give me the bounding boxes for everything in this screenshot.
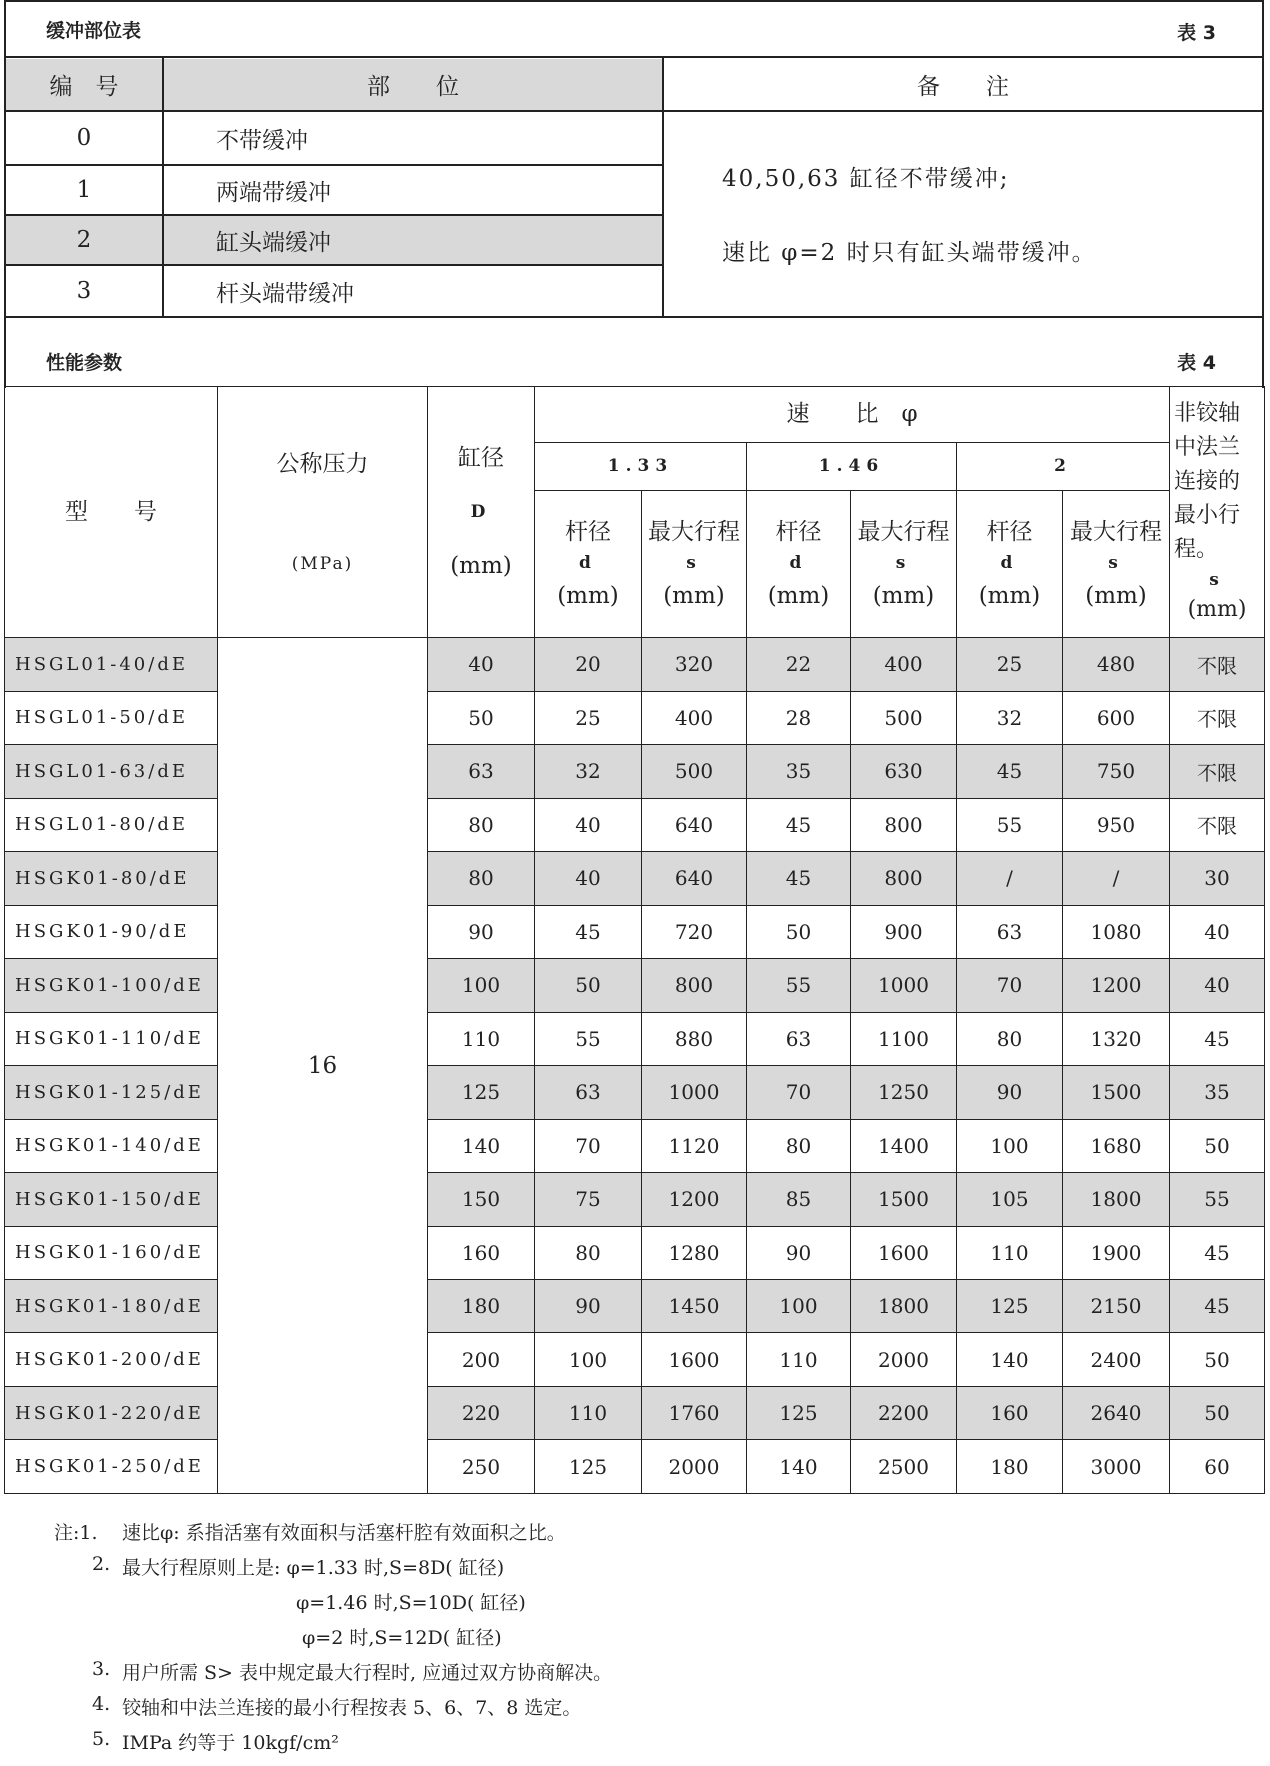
- code-cell: 0: [76, 125, 92, 151]
- value-cell: 1000: [642, 1066, 747, 1119]
- value-cell: 320: [642, 638, 747, 691]
- value-cell: 1320: [1063, 1012, 1170, 1065]
- value-cell: 400: [851, 638, 957, 691]
- table-row: [5, 1119, 1265, 1172]
- value-cell: 63: [535, 1066, 642, 1119]
- value-cell: 1800: [1063, 1173, 1170, 1226]
- note-3: 用户所需 S> 表中规定最大行程时, 应通过双方协商解决。: [122, 1662, 613, 1684]
- value-cell: 2640: [1063, 1386, 1170, 1439]
- value-cell: 50: [1170, 1119, 1265, 1172]
- value-cell: 1400: [851, 1119, 957, 1172]
- value-cell: 100: [428, 959, 535, 1012]
- value-cell: 35: [747, 745, 851, 798]
- value-cell: 125: [957, 1280, 1063, 1333]
- value-cell: 1000: [851, 959, 957, 1012]
- model-cell: HSGK01-220/dE: [5, 1386, 218, 1439]
- value-cell: 45: [747, 798, 851, 851]
- value-cell: 50: [1170, 1386, 1265, 1439]
- value-cell: 180: [957, 1440, 1063, 1494]
- table-row: [5, 1333, 1265, 1386]
- header-remark: 备 注: [917, 73, 1009, 100]
- value-cell: 125: [747, 1386, 851, 1439]
- model-cell: HSGK01-100/dE: [5, 959, 218, 1012]
- value-cell: 1760: [642, 1386, 747, 1439]
- value-cell: 70: [535, 1119, 642, 1172]
- model-cell: HSGK01-140/dE: [5, 1119, 218, 1172]
- pressure-label: 公称压力: [276, 451, 369, 478]
- header-code: 编 号: [49, 73, 119, 100]
- value-cell: 80: [428, 798, 535, 851]
- model-cell: HSGK01-180/dE: [5, 1280, 218, 1333]
- note-2b: φ=1.46 时,S=10D( 缸径): [296, 1592, 526, 1614]
- value-cell: 2500: [851, 1440, 957, 1494]
- model-cell: HSGL01-80/dE: [5, 798, 218, 851]
- value-cell: 640: [642, 852, 747, 905]
- value-cell: 640: [642, 798, 747, 851]
- header-position: 部 位: [367, 73, 459, 100]
- value-cell: 480: [1063, 638, 1170, 691]
- value-cell: 125: [535, 1440, 642, 1494]
- value-cell: 250: [428, 1440, 535, 1494]
- value-cell: 1500: [1063, 1066, 1170, 1119]
- value-cell: 45: [957, 745, 1063, 798]
- position-cell: 缸头端缓冲: [216, 229, 331, 256]
- value-cell: 1900: [1063, 1226, 1170, 1279]
- note-2-number: 2.: [92, 1553, 111, 1575]
- value-cell: 500: [851, 691, 957, 744]
- value-cell: 不限: [1170, 638, 1265, 691]
- value-cell: 25: [535, 691, 642, 744]
- pressure-cell: 16: [218, 638, 428, 1494]
- value-cell: 55: [535, 1012, 642, 1065]
- value-cell: 180: [428, 1280, 535, 1333]
- divider: [6, 110, 1262, 112]
- value-cell: 32: [535, 745, 642, 798]
- value-cell: 900: [851, 905, 957, 958]
- value-cell: 800: [851, 852, 957, 905]
- value-cell: 1600: [851, 1226, 957, 1279]
- value-cell: 40: [535, 798, 642, 851]
- value-cell: 45: [747, 852, 851, 905]
- value-cell: 1200: [1063, 959, 1170, 1012]
- ratio-1-33: 1.33: [535, 442, 747, 490]
- header-rod-1: 杆径 d (mm): [535, 490, 642, 637]
- value-cell: 2000: [851, 1333, 957, 1386]
- position-cell: 不带缓冲: [216, 127, 308, 154]
- bore-symbol: D: [470, 501, 492, 522]
- note-4-number: 4.: [92, 1693, 111, 1715]
- table4-title: 性能参数: [46, 352, 123, 374]
- header-rod-2: 杆径 d (mm): [747, 490, 851, 637]
- performance-table-body: [5, 638, 1265, 1494]
- value-cell: 63: [747, 1012, 851, 1065]
- value-cell: 800: [851, 798, 957, 851]
- note-2a: 最大行程原则上是: φ=1.33 时,S=8D( 缸径): [122, 1557, 505, 1579]
- note-1: 速比φ: 系指活塞有效面积与活塞杆腔有效面积之比。: [122, 1522, 566, 1544]
- value-cell: 500: [642, 745, 747, 798]
- value-cell: 1100: [851, 1012, 957, 1065]
- value-cell: 1250: [851, 1066, 957, 1119]
- value-cell: 80: [747, 1119, 851, 1172]
- value-cell: 150: [428, 1173, 535, 1226]
- value-cell: 630: [851, 745, 957, 798]
- value-cell: 220: [428, 1386, 535, 1439]
- note-label: 注:1.: [54, 1522, 98, 1544]
- position-cell: 杆头端带缓冲: [216, 280, 354, 307]
- pressure-unit: (MPa): [291, 553, 354, 574]
- min-stroke-symbol: s: [1209, 570, 1225, 591]
- value-cell: 63: [428, 745, 535, 798]
- value-cell: 50: [535, 959, 642, 1012]
- performance-table: [4, 386, 1265, 1494]
- ratio-2: 2: [957, 442, 1170, 490]
- header-stroke-1: 最大行程 s (mm): [642, 490, 747, 637]
- value-cell: 1500: [851, 1173, 957, 1226]
- value-cell: 不限: [1170, 798, 1265, 851]
- value-cell: 950: [1063, 798, 1170, 851]
- value-cell: 55: [747, 959, 851, 1012]
- table-row: [5, 691, 1265, 744]
- value-cell: 110: [535, 1386, 642, 1439]
- value-cell: 140: [428, 1119, 535, 1172]
- code-cell: 2: [76, 227, 92, 253]
- value-cell: 55: [957, 798, 1063, 851]
- table-row: [5, 798, 1265, 851]
- value-cell: 1450: [642, 1280, 747, 1333]
- value-cell: 110: [747, 1333, 851, 1386]
- table3-title: 缓冲部位表: [46, 20, 142, 42]
- value-cell: 2200: [851, 1386, 957, 1439]
- value-cell: 85: [747, 1173, 851, 1226]
- value-cell: 45: [535, 905, 642, 958]
- model-cell: HSGK01-160/dE: [5, 1226, 218, 1279]
- table-row: [5, 959, 1265, 1012]
- value-cell: 1600: [642, 1333, 747, 1386]
- value-cell: 2400: [1063, 1333, 1170, 1386]
- value-cell: 70: [747, 1066, 851, 1119]
- value-cell: 100: [535, 1333, 642, 1386]
- table-row: [5, 1280, 1265, 1333]
- value-cell: 105: [957, 1173, 1063, 1226]
- value-cell: 160: [957, 1386, 1063, 1439]
- bore-unit: (mm): [450, 552, 512, 579]
- value-cell: 2150: [1063, 1280, 1170, 1333]
- note-5: IMPa 约等于 10kgf/cm²: [122, 1732, 339, 1754]
- value-cell: 28: [747, 691, 851, 744]
- table-row: [5, 1386, 1265, 1439]
- value-cell: 1800: [851, 1280, 957, 1333]
- value-cell: 3000: [1063, 1440, 1170, 1494]
- header-rod-3: 杆径 d (mm): [957, 490, 1063, 637]
- table-row: [5, 745, 1265, 798]
- remark-line-2: 速比 φ=2 时只有缸头端带缓冲。: [722, 239, 1097, 266]
- value-cell: 90: [535, 1280, 642, 1333]
- value-cell: 90: [747, 1226, 851, 1279]
- model-cell: HSGL01-63/dE: [5, 745, 218, 798]
- header-min-stroke: [1170, 387, 1265, 638]
- value-cell: 40: [535, 852, 642, 905]
- value-cell: 600: [1063, 691, 1170, 744]
- value-cell: 140: [747, 1440, 851, 1494]
- header-pressure: [218, 387, 428, 638]
- value-cell: /: [957, 852, 1063, 905]
- note-2c: φ=2 时,S=12D( 缸径): [302, 1627, 502, 1649]
- value-cell: 80: [535, 1226, 642, 1279]
- model-cell: HSGK01-200/dE: [5, 1333, 218, 1386]
- note-5-number: 5.: [92, 1728, 111, 1750]
- remark-line-1: 40,50,63 缸径不带缓冲;: [722, 165, 1010, 192]
- value-cell: 160: [428, 1226, 535, 1279]
- value-cell: 1680: [1063, 1119, 1170, 1172]
- note-4: 铰轴和中法兰连接的最小行程按表 5、6、7、8 选定。: [122, 1697, 582, 1719]
- value-cell: 32: [957, 691, 1063, 744]
- value-cell: 40: [428, 638, 535, 691]
- value-cell: 25: [957, 638, 1063, 691]
- value-cell: 750: [1063, 745, 1170, 798]
- value-cell: 40: [1170, 959, 1265, 1012]
- min-stroke-unit: (mm): [1187, 597, 1247, 623]
- model-cell: HSGL01-50/dE: [5, 691, 218, 744]
- value-cell: 55: [1170, 1173, 1265, 1226]
- value-cell: 800: [642, 959, 747, 1012]
- value-cell: 400: [642, 691, 747, 744]
- value-cell: 1080: [1063, 905, 1170, 958]
- value-cell: 140: [957, 1333, 1063, 1386]
- value-cell: 60: [1170, 1440, 1265, 1494]
- value-cell: 1280: [642, 1226, 747, 1279]
- position-cell: 两端带缓冲: [216, 179, 331, 206]
- value-cell: 90: [428, 905, 535, 958]
- min-stroke-label: 非铰轴中法兰连接的最小行程。: [1174, 400, 1241, 563]
- header-speed-ratio: 速 比 φ: [535, 387, 1170, 443]
- header-stroke-3: 最大行程 s (mm): [1063, 490, 1170, 637]
- model-cell: HSGK01-250/dE: [5, 1440, 218, 1494]
- value-cell: 45: [1170, 1226, 1265, 1279]
- model-cell: HSGK01-150/dE: [5, 1173, 218, 1226]
- header-model: 型 号: [5, 387, 218, 638]
- value-cell: 不限: [1170, 691, 1265, 744]
- value-cell: /: [1063, 852, 1170, 905]
- table-row: [5, 1226, 1265, 1279]
- value-cell: 20: [535, 638, 642, 691]
- value-cell: 2000: [642, 1440, 747, 1494]
- value-cell: 100: [957, 1119, 1063, 1172]
- table-row: [5, 852, 1265, 905]
- value-cell: 80: [957, 1012, 1063, 1065]
- value-cell: 200: [428, 1333, 535, 1386]
- value-cell: 63: [957, 905, 1063, 958]
- table-row: [5, 1440, 1265, 1494]
- table-row: [5, 1012, 1265, 1065]
- value-cell: 110: [428, 1012, 535, 1065]
- value-cell: 30: [1170, 852, 1265, 905]
- performance-table-header: [4, 318, 1264, 388]
- value-cell: 880: [642, 1012, 747, 1065]
- value-cell: 50: [428, 691, 535, 744]
- code-cell: 3: [76, 278, 92, 304]
- value-cell: 50: [1170, 1333, 1265, 1386]
- value-cell: 90: [957, 1066, 1063, 1119]
- table-row: [5, 1173, 1265, 1226]
- header-stroke-2: 最大行程 s (mm): [851, 490, 957, 637]
- model-cell: HSGK01-90/dE: [5, 905, 218, 958]
- model-cell: HSGL01-40/dE: [5, 638, 218, 691]
- model-cell: HSGK01-80/dE: [5, 852, 218, 905]
- note-3-number: 3.: [92, 1658, 111, 1680]
- value-cell: 50: [747, 905, 851, 958]
- buffer-position-table: [4, 0, 1264, 318]
- table-row: [5, 638, 1265, 691]
- model-cell: HSGK01-110/dE: [5, 1012, 218, 1065]
- value-cell: 1200: [642, 1173, 747, 1226]
- value-cell: 110: [957, 1226, 1063, 1279]
- value-cell: 40: [1170, 905, 1265, 958]
- value-cell: 1120: [642, 1119, 747, 1172]
- table-row: [5, 905, 1265, 958]
- value-cell: 75: [535, 1173, 642, 1226]
- value-cell: 22: [747, 638, 851, 691]
- model-cell: HSGK01-125/dE: [5, 1066, 218, 1119]
- value-cell: 100: [747, 1280, 851, 1333]
- value-cell: 45: [1170, 1280, 1265, 1333]
- value-cell: 80: [428, 852, 535, 905]
- value-cell: 720: [642, 905, 747, 958]
- table4-number: 表 4: [1177, 352, 1216, 374]
- value-cell: 不限: [1170, 745, 1265, 798]
- table3-number: 表 3: [1177, 22, 1216, 44]
- value-cell: 125: [428, 1066, 535, 1119]
- header-bore: [428, 387, 535, 638]
- value-cell: 45: [1170, 1012, 1265, 1065]
- table-row: [5, 1066, 1265, 1119]
- bore-label: 缸径: [458, 444, 504, 471]
- value-cell: 35: [1170, 1066, 1265, 1119]
- code-cell: 1: [76, 177, 92, 203]
- ratio-1-46: 1.46: [747, 442, 957, 490]
- value-cell: 70: [957, 959, 1063, 1012]
